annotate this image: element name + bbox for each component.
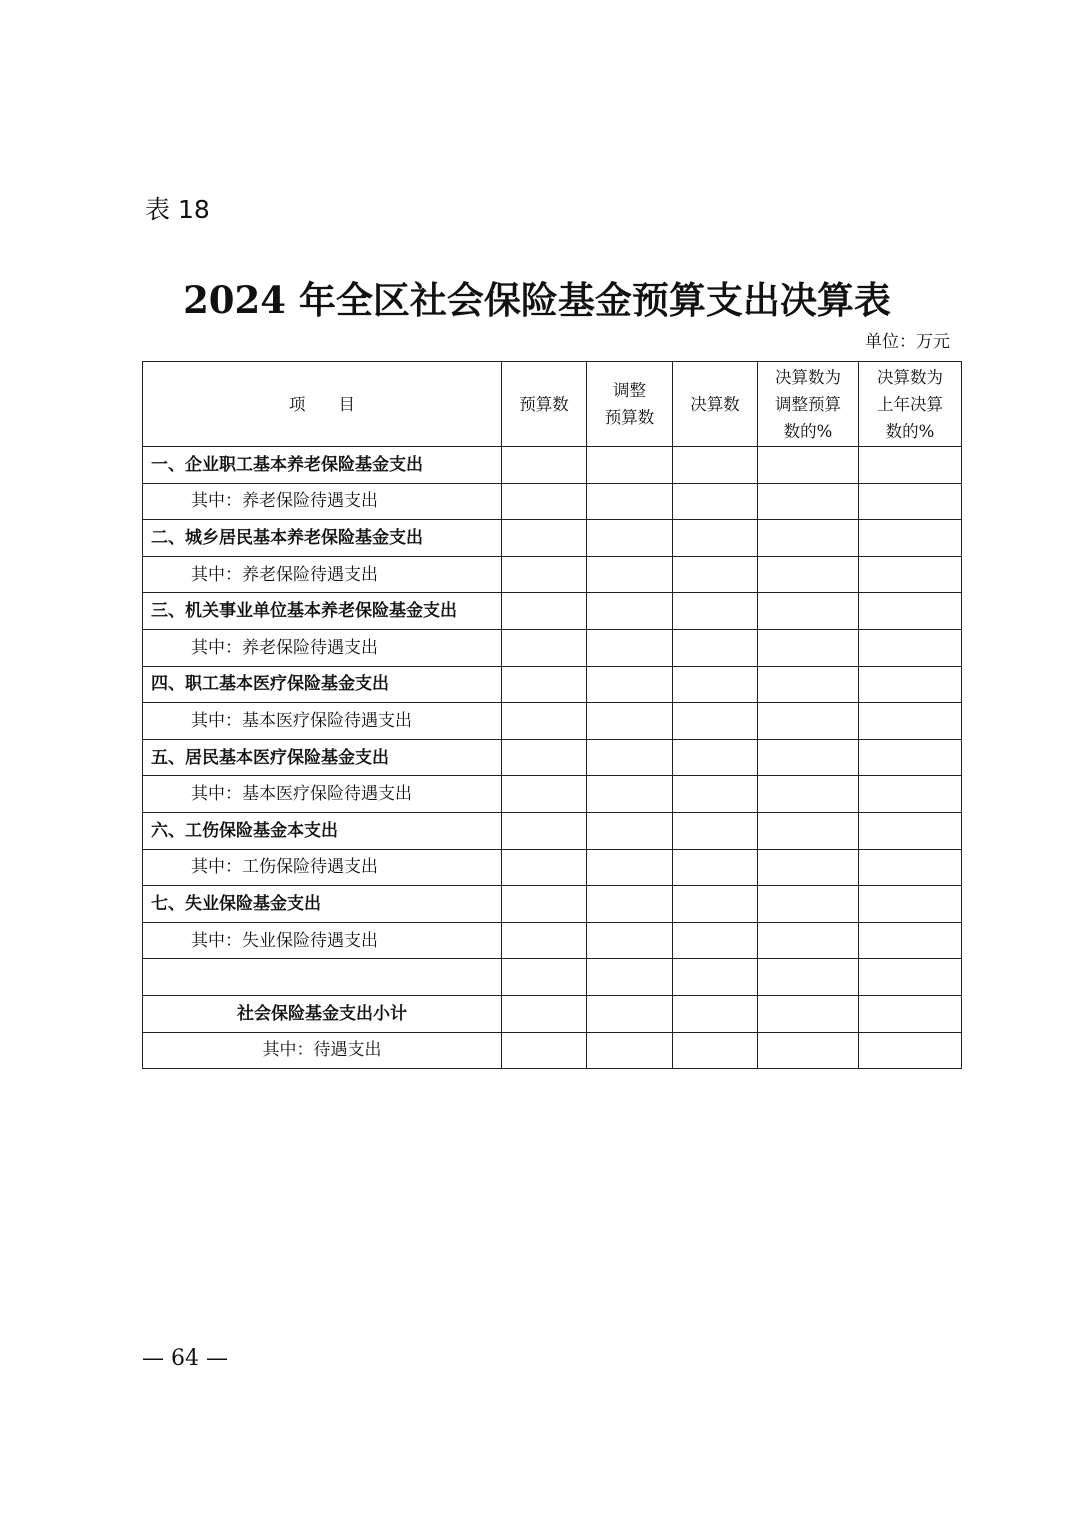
cell-budget bbox=[502, 959, 587, 996]
cell-pct-adjusted bbox=[758, 447, 859, 484]
cell-pct-adjusted bbox=[758, 812, 859, 849]
cell-adjusted bbox=[587, 886, 673, 923]
cell-budget bbox=[502, 776, 587, 813]
cell-pct-last-year bbox=[859, 703, 962, 740]
cell-pct-last-year bbox=[859, 922, 962, 959]
unit-label: 单位：万元 bbox=[865, 332, 950, 352]
cell-adjusted bbox=[587, 922, 673, 959]
cell-pct-last-year bbox=[859, 447, 962, 484]
cell-final bbox=[673, 849, 758, 886]
cell-pct-last-year bbox=[859, 666, 962, 703]
cell-final bbox=[673, 776, 758, 813]
cell-final bbox=[673, 703, 758, 740]
cell-adjusted bbox=[587, 629, 673, 666]
table-row bbox=[143, 520, 962, 557]
cell-adjusted bbox=[587, 995, 673, 1032]
cell-final bbox=[673, 593, 758, 630]
table-body bbox=[143, 447, 962, 1069]
cell-budget bbox=[502, 886, 587, 923]
cell-pct-adjusted bbox=[758, 849, 859, 886]
row-item-label: 其中：基本医疗保险待遇支出 bbox=[143, 703, 502, 740]
table-row bbox=[143, 483, 962, 520]
cell-adjusted bbox=[587, 666, 673, 703]
cell-budget bbox=[502, 556, 587, 593]
cell-final bbox=[673, 1032, 758, 1069]
cell-adjusted bbox=[587, 849, 673, 886]
row-item-label: 其中：待遇支出 bbox=[143, 1032, 502, 1069]
cell-pct-adjusted bbox=[758, 629, 859, 666]
table-row bbox=[143, 629, 962, 666]
header-pct-adjusted: 决算数为 调整预算 数的% bbox=[758, 362, 859, 447]
cell-pct-last-year bbox=[859, 812, 962, 849]
row-item-label: 六、工伤保险基金本支出 bbox=[143, 812, 502, 849]
cell-pct-adjusted bbox=[758, 959, 859, 996]
cell-pct-last-year bbox=[859, 593, 962, 630]
cell-adjusted bbox=[587, 959, 673, 996]
cell-adjusted bbox=[587, 483, 673, 520]
cell-adjusted bbox=[587, 593, 673, 630]
row-item-label: 其中：养老保险待遇支出 bbox=[143, 556, 502, 593]
cell-budget bbox=[502, 483, 587, 520]
row-item-label: 社会保险基金支出小计 bbox=[143, 995, 502, 1032]
cell-pct-adjusted bbox=[758, 995, 859, 1032]
cell-final bbox=[673, 520, 758, 557]
table-row bbox=[143, 922, 962, 959]
table-row bbox=[143, 593, 962, 630]
cell-adjusted bbox=[587, 776, 673, 813]
table-header-row bbox=[143, 362, 962, 447]
table-row bbox=[143, 666, 962, 703]
page-number: — 64 — bbox=[142, 1346, 228, 1371]
cell-adjusted bbox=[587, 703, 673, 740]
header-budget: 预算数 bbox=[502, 362, 587, 447]
row-item-label: 其中：养老保险待遇支出 bbox=[143, 629, 502, 666]
cell-final bbox=[673, 447, 758, 484]
cell-pct-last-year bbox=[859, 886, 962, 923]
header-final: 决算数 bbox=[673, 362, 758, 447]
cell-pct-adjusted bbox=[758, 593, 859, 630]
row-item-label: 四、职工基本医疗保险基金支出 bbox=[143, 666, 502, 703]
row-item-label: 二、城乡居民基本养老保险基金支出 bbox=[143, 520, 502, 557]
cell-final bbox=[673, 886, 758, 923]
cell-pct-last-year bbox=[859, 556, 962, 593]
header-pct-last-year: 决算数为 上年决算 数的% bbox=[859, 362, 962, 447]
cell-pct-adjusted bbox=[758, 556, 859, 593]
cell-adjusted bbox=[587, 1032, 673, 1069]
table-number: 表 18 bbox=[145, 195, 210, 224]
cell-adjusted bbox=[587, 520, 673, 557]
row-item-label: 其中：基本医疗保险待遇支出 bbox=[143, 776, 502, 813]
cell-adjusted bbox=[587, 812, 673, 849]
table-row bbox=[143, 886, 962, 923]
table-row bbox=[143, 447, 962, 484]
cell-pct-last-year bbox=[859, 629, 962, 666]
table-row bbox=[143, 849, 962, 886]
cell-budget bbox=[502, 995, 587, 1032]
budget-expenditure-table bbox=[142, 361, 962, 1069]
cell-budget bbox=[502, 703, 587, 740]
cell-adjusted bbox=[587, 556, 673, 593]
row-item-label: 其中：养老保险待遇支出 bbox=[143, 483, 502, 520]
row-item-label: 其中：工伤保险待遇支出 bbox=[143, 849, 502, 886]
cell-final bbox=[673, 483, 758, 520]
cell-pct-last-year bbox=[859, 849, 962, 886]
cell-pct-adjusted bbox=[758, 739, 859, 776]
row-item-label bbox=[143, 959, 502, 996]
cell-budget bbox=[502, 520, 587, 557]
row-item-label: 三、机关事业单位基本养老保险基金支出 bbox=[143, 593, 502, 630]
cell-pct-adjusted bbox=[758, 886, 859, 923]
cell-final bbox=[673, 959, 758, 996]
cell-budget bbox=[502, 666, 587, 703]
cell-final bbox=[673, 556, 758, 593]
cell-budget bbox=[502, 922, 587, 959]
cell-budget bbox=[502, 849, 587, 886]
cell-budget bbox=[502, 593, 587, 630]
cell-final bbox=[673, 922, 758, 959]
cell-pct-adjusted bbox=[758, 776, 859, 813]
cell-budget bbox=[502, 629, 587, 666]
table-row bbox=[143, 556, 962, 593]
table-row bbox=[143, 959, 962, 996]
cell-pct-adjusted bbox=[758, 922, 859, 959]
table-row bbox=[143, 776, 962, 813]
row-item-label: 七、失业保险基金支出 bbox=[143, 886, 502, 923]
row-item-label: 一、企业职工基本养老保险基金支出 bbox=[143, 447, 502, 484]
cell-pct-last-year bbox=[859, 739, 962, 776]
header-adjusted-budget: 调整 预算数 bbox=[587, 362, 673, 447]
cell-pct-adjusted bbox=[758, 1032, 859, 1069]
header-item: 项 目 bbox=[143, 362, 502, 447]
table-row bbox=[143, 995, 962, 1032]
cell-budget bbox=[502, 739, 587, 776]
cell-pct-adjusted bbox=[758, 666, 859, 703]
cell-pct-adjusted bbox=[758, 703, 859, 740]
cell-final bbox=[673, 812, 758, 849]
cell-pct-last-year bbox=[859, 776, 962, 813]
cell-final bbox=[673, 739, 758, 776]
cell-budget bbox=[502, 812, 587, 849]
cell-adjusted bbox=[587, 739, 673, 776]
cell-pct-last-year bbox=[859, 520, 962, 557]
row-item-label: 其中：失业保险待遇支出 bbox=[143, 922, 502, 959]
table-row bbox=[143, 1032, 962, 1069]
cell-final bbox=[673, 629, 758, 666]
cell-pct-last-year bbox=[859, 1032, 962, 1069]
row-item-label: 五、居民基本医疗保险基金支出 bbox=[143, 739, 502, 776]
cell-adjusted bbox=[587, 447, 673, 484]
cell-pct-adjusted bbox=[758, 520, 859, 557]
table-row bbox=[143, 812, 962, 849]
cell-final bbox=[673, 666, 758, 703]
cell-pct-last-year bbox=[859, 959, 962, 996]
table-row bbox=[143, 739, 962, 776]
cell-final bbox=[673, 995, 758, 1032]
cell-pct-adjusted bbox=[758, 483, 859, 520]
cell-pct-last-year bbox=[859, 483, 962, 520]
cell-budget bbox=[502, 1032, 587, 1069]
table-row bbox=[143, 703, 962, 740]
cell-budget bbox=[502, 447, 587, 484]
document-title: 2024 年全区社会保险基金预算支出决算表 bbox=[183, 278, 891, 322]
cell-pct-last-year bbox=[859, 995, 962, 1032]
